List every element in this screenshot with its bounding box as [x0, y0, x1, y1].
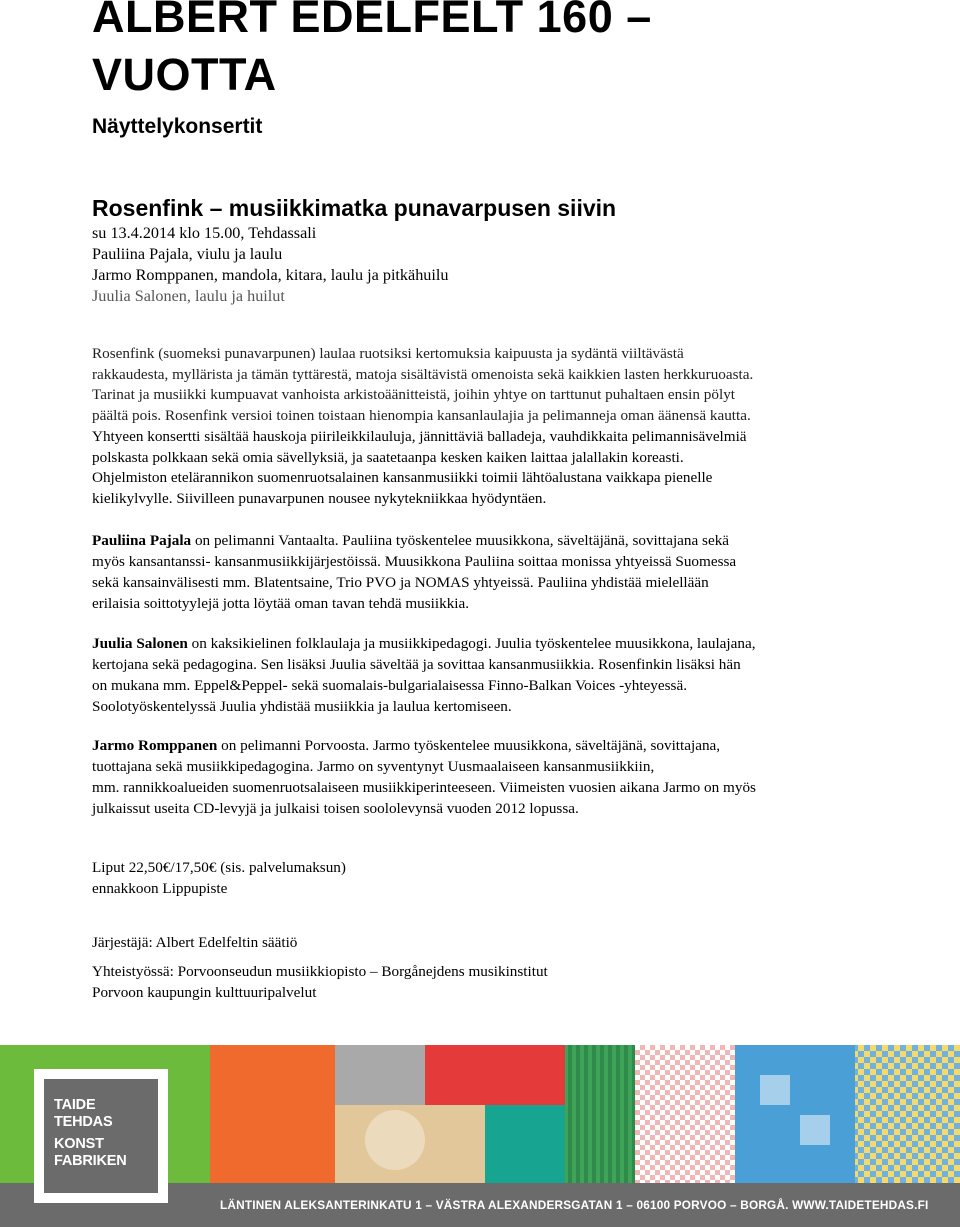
cooperation-line-1: Yhteistyössä: Porvoonseudun musiikkiopisto – Borgånejdens musikinstitut [92, 963, 548, 980]
bio-text: sekä kansainvälisesti mm. Blatentsaine, Trio PVO ja NOMAS yhtyeissä. Pauliina yhdistää mielellään [92, 574, 709, 591]
bio-text: myös kansantanssi- kansanmusiikkijärjestöissä. Muusikkona Pauliina soittaa monissa yhtyeissä Suomessa [92, 553, 737, 570]
bio-text: mm. rannikkoalueiden suomenruotsalaiseen musiikkiperinteeseen. Viimeisten vuosien aikana Jarmo on myös [92, 779, 756, 796]
description-line: polskasta polkkaan sekä omia sävellyksiä, ja saatetaanpa kesken kaiken laittaa jalallakin koreasti. [92, 448, 684, 466]
banner-blue-block [760, 1075, 790, 1105]
banner-blue-panel [735, 1045, 855, 1183]
concert-description [92, 344, 882, 510]
bio-text: tuottajana sekä musiikkipedagogina. Jarmo on syventynyt Uusmaalaiseen kansanmusiikkiin, [92, 758, 655, 775]
banner-orange-panel [210, 1045, 335, 1183]
description-line: rakkaudesta, myllärista ja tämän tyttärestä, matoja sisältävistä omenoista sekä kaikkien lasten herkkuruoasta. [92, 365, 754, 383]
bio-text: kertojana sekä pedagogina. Sen lisäksi Juulia säveltää ja sovittaa kansanmusiikkia. Rosenfinkin lisäksi hän [92, 656, 741, 673]
bio-text: Soolotyöskentelyssä Juulia yhdistää musiikkia ja laulua kertomiseen. [92, 698, 512, 715]
organizer: Järjestäjä: Albert Edelfeltin säätiö [92, 934, 298, 951]
performer-2: Jarmo Romppanen, mandola, kitara, laulu ja pitkähuilu [92, 266, 449, 284]
description-line: Rosenfink (suomeksi punavarpunen) laulaa ruotsiksi kertomuksia kaipuusta ja sydäntä viiltävästä [92, 345, 684, 362]
footer-banner [0, 1045, 960, 1227]
concert-datetime: su 13.4.2014 klo 15.00, Tehdassali [92, 224, 317, 242]
bio-pauliina [92, 530, 882, 614]
banner-teal-panel [485, 1105, 565, 1183]
concert-info [92, 223, 449, 307]
cooperation-line-2: Porvoon kaupungin kulttuuripalvelut [92, 984, 317, 1001]
taidetehdas-logo [34, 1069, 168, 1203]
description-line: päältä pois. Rosenfink versioi toinen toistaan hienompia kansanlaulajia ja pelimanneja oman äänensä kautta. [92, 407, 751, 425]
logo-text: TEHDAS [54, 1114, 113, 1130]
banner-stripe-panel [565, 1045, 635, 1183]
page-title-line-1: ALBERT EDELFELT 160 – [92, 0, 652, 42]
performer-3: Juulia Salonen, laulu ja huilut [92, 287, 285, 305]
bio-text: on mukana mm. Eppel&Peppel- sekä suomalais-bulgarialaisessa Finno-Balkan Voices -yhteyessä. [92, 677, 687, 694]
page-subtitle: Näyttelykonsertit [92, 115, 263, 138]
bio-juulia [92, 633, 882, 717]
banner-grey-panel [335, 1045, 425, 1105]
bio-text: on pelimanni Porvoosta. Jarmo työskentelee muusikkona, säveltäjänä, sovittajana, [217, 737, 721, 754]
description-line: Ohjelmiston etelärannikon suomenruotsalainen kansanmusiikki toimii lähtöalustana vaikkapa pienelle [92, 469, 713, 487]
bio-name: Jarmo Romppanen [92, 737, 218, 754]
bio-name: Pauliina Pajala [92, 532, 192, 549]
cooperation [92, 961, 548, 1003]
page-title [92, 0, 912, 104]
bio-name: Juulia Salonen [92, 635, 188, 652]
page-title-line-2: VUOTTA [92, 49, 277, 100]
logo-text: TAIDE [54, 1097, 96, 1113]
bio-jarmo [92, 735, 882, 819]
banner-circle [365, 1110, 425, 1170]
banner-red-panel [425, 1045, 565, 1105]
logo-inner [44, 1079, 158, 1193]
banner-blue-block [800, 1115, 830, 1145]
ticket-presale: ennakkoon Lippupiste [92, 880, 228, 897]
description-line: Yhtyeen konsertti sisältää hauskoja piirileikkilauluja, jännittäviä balladeja, vauhdikkaita pelimannisävelmiä [92, 427, 747, 445]
banner-check-panel [635, 1045, 735, 1183]
bio-text: on kaksikielinen folklaulaja ja musiikkipedagogi. Juulia työskentelee muusikkona, laulajana, [187, 635, 756, 652]
description-line: Tarinat ja musiikki kumpuavat vanhoista arkistoäänitteistä, joihin yhtye on tarttunut puhaltaen ensin pölyt [92, 386, 736, 404]
bio-text: erilaisia soittotyylejä jotta löytää oman tavan tehdä musiikkia. [92, 595, 470, 612]
ticket-price: Liput 22,50€/17,50€ (sis. palvelumaksun) [92, 859, 346, 876]
bio-text: julkaissut useita CD-levyjä ja julkaisi toisen soololevynsä vuoden 2012 lopussa. [92, 800, 579, 817]
address-text: LÄNTINEN ALEKSANTERINKATU 1 – VÄSTRA ALEXANDERSGATAN 1 – 06100 PORVOO – BORGÅ. WWW.TAIDETEHDAS.FI [220, 1198, 929, 1212]
logo-text: FABRIKEN [54, 1153, 127, 1169]
ticket-info [92, 857, 346, 899]
concert-title: Rosenfink – musiikkimatka punavarpusen siivin [92, 195, 617, 221]
bio-text: on pelimanni Vantaalta. Pauliina työskentelee muusikkona, säveltäjänä, sovittajana sekä [191, 532, 730, 549]
logo-text: KONST [54, 1136, 104, 1152]
description-line: kielikylvylle. Siivilleen punavarpunen nousee nykytekniikkaa hyödyntäen. [92, 489, 547, 507]
performer-1: Pauliina Pajala, viulu ja laulu [92, 245, 283, 263]
banner-yellow-check-panel [855, 1045, 960, 1183]
